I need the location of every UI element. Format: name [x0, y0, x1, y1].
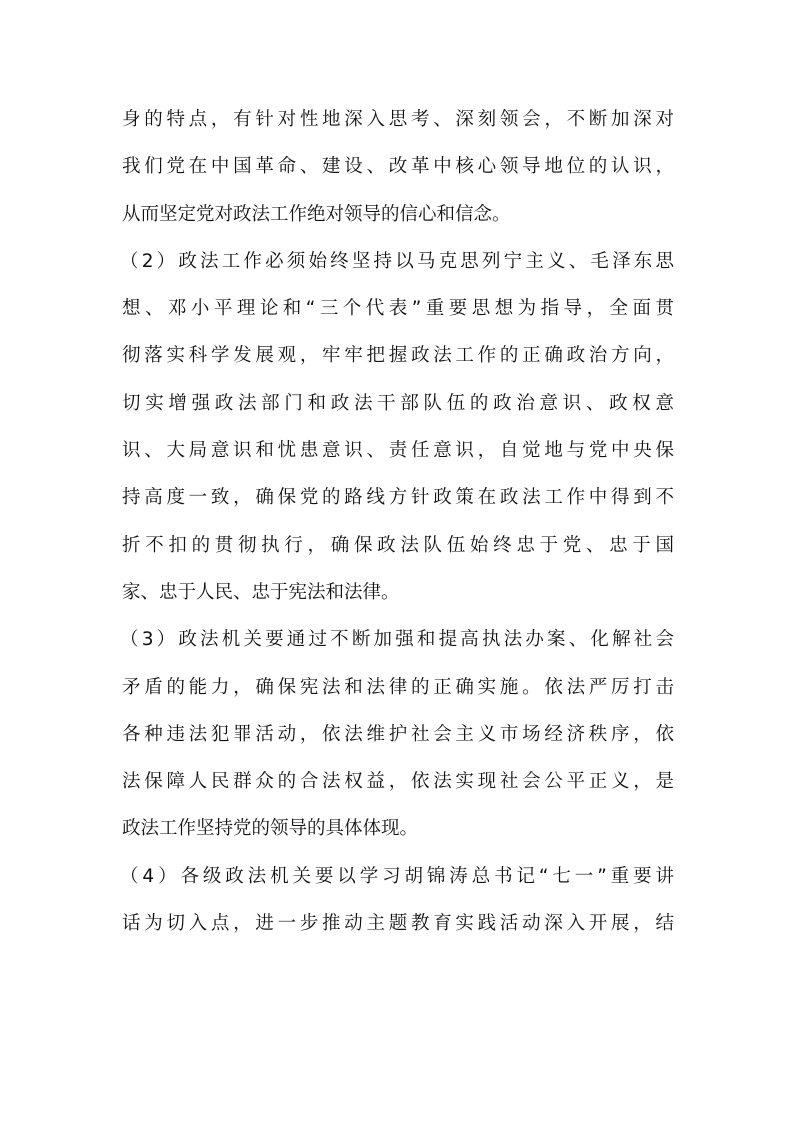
text-line: （2）政法工作必须始终坚持以马克思列宁主义、毛泽东思	[120, 250, 674, 272]
text-line: 彻落实科学发展观，牢牢把握政法工作的正确政治方向，	[122, 345, 674, 367]
text-line: 法保障人民群众的合法权益，依法实现社会公平正义，是	[122, 771, 674, 793]
text-line: 身的特点，有针对性地深入思考、深刻领会，不断加深对	[122, 109, 674, 130]
text-line: 识、大局意识和忧患意识、责任意识，自觉地与党中央保	[122, 440, 674, 462]
text-line: （3）政法机关要通过不断加强和提高执法办案、化解社会	[120, 629, 674, 651]
text-line: 持高度一致，确保党的路线方针政策在政法工作中得到不	[122, 487, 674, 509]
text-line: 从而坚定党对政法工作绝对领导的信心和信念。	[122, 203, 511, 225]
text-line: 我们党在中国革命、建设、改革中核心领导地位的认识，	[122, 156, 674, 178]
text-line: 话为切入点，进一步推动主题教育实践活动深入开展，结	[122, 913, 674, 935]
text-line: （4）各级政法机关要以学习胡锦涛总书记“七一”重要讲	[120, 865, 674, 887]
text-line: 各种违法犯罪活动，依法维护社会主义市场经济秩序，依	[122, 723, 674, 745]
paragraph-1	[122, 96, 674, 238]
paragraph-3	[122, 616, 674, 852]
text-line: 想、邓小平理论和“三个代表”重要思想为指导，全面贯	[122, 298, 674, 320]
text-line: 切实增强政法部门和政法干部队伍的政治意识、政权意	[122, 392, 674, 414]
text-line: 折不扣的贯彻执行，确保政法队伍始终忠于党、忠于国	[122, 534, 674, 556]
text-line: 家、忠于人民、忠于宪法和法律。	[122, 581, 400, 603]
document-body	[122, 96, 674, 947]
paragraph-2	[122, 238, 674, 616]
text-line: 政法工作坚持党的领导的具体体现。	[122, 818, 419, 840]
paragraph-4	[122, 853, 674, 948]
text-line: 矛盾的能力，确保宪法和法律的正确实施。依法严厉打击	[122, 676, 674, 698]
